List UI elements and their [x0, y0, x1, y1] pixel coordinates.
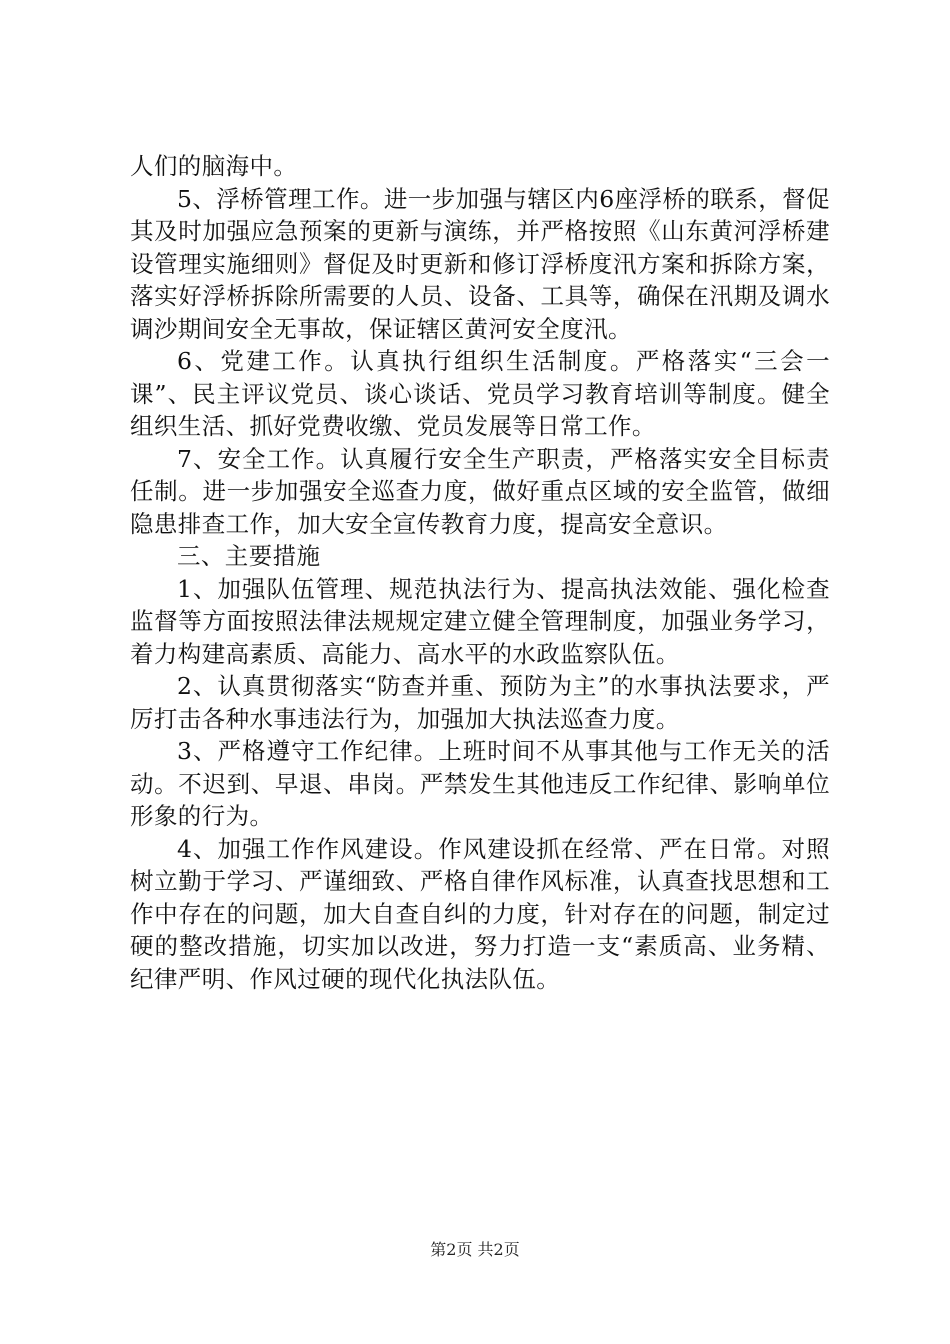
- paragraph-pontoon-management: 5、浮桥管理工作。进一步加强与辖区内6座浮桥的联系，督促其及时加强应急预案的更新与演练，并严格按照《山东黄河浮桥建设管理实施细则》督促及时更新和修订浮桥度汛方案和拆除方案，落实好浮桥拆除所需要的人员、设备、工具等，确保在汛期及调水调沙期间安全无事故，保证辖区黄河安全度汛。: [130, 184, 830, 343]
- document-body: [130, 150, 830, 995]
- section-heading-main-measures: 三、主要措施: [177, 542, 321, 570]
- page-number-label: 第2页 共2页: [430, 1240, 520, 1259]
- paragraph-continuation: 人们的脑海中。: [130, 152, 298, 180]
- paragraph-measure-1: 1、加强队伍管理、规范执法行为、提高执法效能、强化检查监督等方面按照法律法规规定建立健全管理制度，加强业务学习，着力构建高素质、高能力、高水平的水政监察队伍。: [130, 574, 830, 668]
- paragraph-safety-work: 7、安全工作。认真履行安全生产职责，严格落实安全目标责任制。进一步加强安全巡查力度，做好重点区域的安全监管，做细隐患排查工作，加大安全宣传教育力度，提高安全意识。: [130, 444, 830, 538]
- paragraph-measure-3: 3、严格遵守工作纪律。上班时间不从事其他与工作无关的活动。不迟到、早退、串岗。严禁发生其他违反工作纪律、影响单位形象的行为。: [130, 737, 830, 830]
- page-footer: [0, 1240, 950, 1260]
- paragraph-measure-2: 2、认真贯彻落实“防查并重、预防为主”的水事执法要求，严厉打击各种水事违法行为，加强加大执法巡查力度。: [130, 672, 830, 733]
- paragraph-party-building: 6、党建工作。认真执行组织生活制度。严格落实“三会一课”、民主评议党员、谈心谈话、党员学习教育培训等制度。健全组织生活、抓好党费收缴、党员发展等日常工作。: [130, 347, 830, 440]
- paragraph-measure-4: 4、加强工作作风建设。作风建设抓在经常、严在日常。对照树立勤于学习、严谨细致、严格自律作风标准，认真查找思想和工作中存在的问题，加大自查自纠的力度，针对存在的问题，制定过硬的整改措施，切实加以改进，努力打造一支“素质高、业务精、纪律严明、作风过硬的现代化执法队伍。: [130, 834, 830, 993]
